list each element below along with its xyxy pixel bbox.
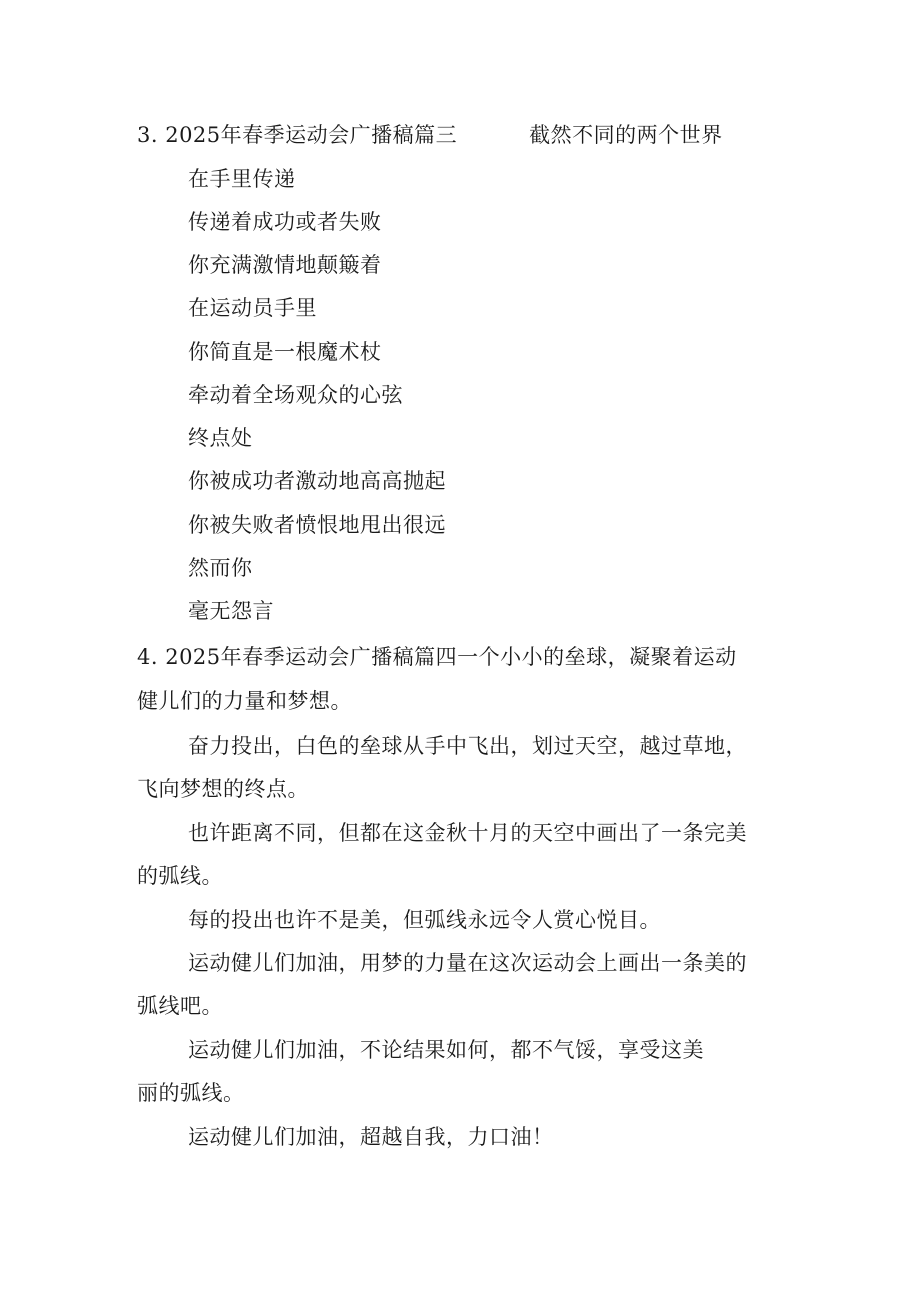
poem-line: 然而你 bbox=[188, 556, 253, 580]
section3-heading bbox=[137, 120, 723, 150]
paragraph-line: 健儿们的力量和梦想。 bbox=[137, 689, 352, 713]
poem-line: 你简直是一根魔术杖 bbox=[188, 340, 382, 364]
poem-line: 你被成功者激动地高高抛起 bbox=[188, 469, 446, 493]
paragraph-line: 运动健儿们加油，超越自我，力口油！ bbox=[188, 1125, 554, 1149]
section3-title: 3. 2025年春季运动会广播稿篇三 bbox=[137, 123, 458, 147]
poem-line: 终点处 bbox=[188, 426, 253, 450]
paragraph-line: 运动健儿们加油，用梦的力量在这次运动会上画出一条美的 bbox=[188, 951, 747, 975]
paragraph-line: 每的投出也许不是美，但弧线永远令人赏心悦目。 bbox=[188, 908, 661, 932]
poem-line: 传递着成功或者失败 bbox=[188, 210, 382, 234]
paragraph-line: 丽的弧线。 bbox=[137, 1081, 245, 1105]
poem-line: 牵动着全场观众的心弦 bbox=[188, 383, 403, 407]
poem-line: 你被失败者愤恨地甩出很远 bbox=[188, 513, 446, 537]
paragraph-line: 弧线吧。 bbox=[137, 994, 223, 1018]
section4-heading: 4. 2025年春季运动会广播稿篇四一个小小的垒球，凝聚着运动 bbox=[137, 645, 737, 669]
poem-line: 你充满激情地颠簸着 bbox=[188, 253, 382, 277]
paragraph-line: 奋力投出，白色的垒球从手中飞出，划过天空，越过草地， bbox=[188, 734, 747, 758]
paragraph-line: 的弧线。 bbox=[137, 864, 223, 888]
poem-line: 在运动员手里 bbox=[188, 296, 317, 320]
section3-lead: 截然不同的两个世界 bbox=[529, 123, 723, 147]
paragraph-line: 运动健儿们加油，不论结果如何，都不气馁，享受这美 bbox=[188, 1038, 704, 1062]
poem-line: 毫无怨言 bbox=[188, 599, 274, 623]
poem-line: 在手里传递 bbox=[188, 167, 296, 191]
paragraph-line: 飞向梦想的终点。 bbox=[137, 777, 309, 801]
paragraph-line: 也许距离不同，但都在这金秋十月的天空中画出了一条完美 bbox=[188, 821, 747, 845]
